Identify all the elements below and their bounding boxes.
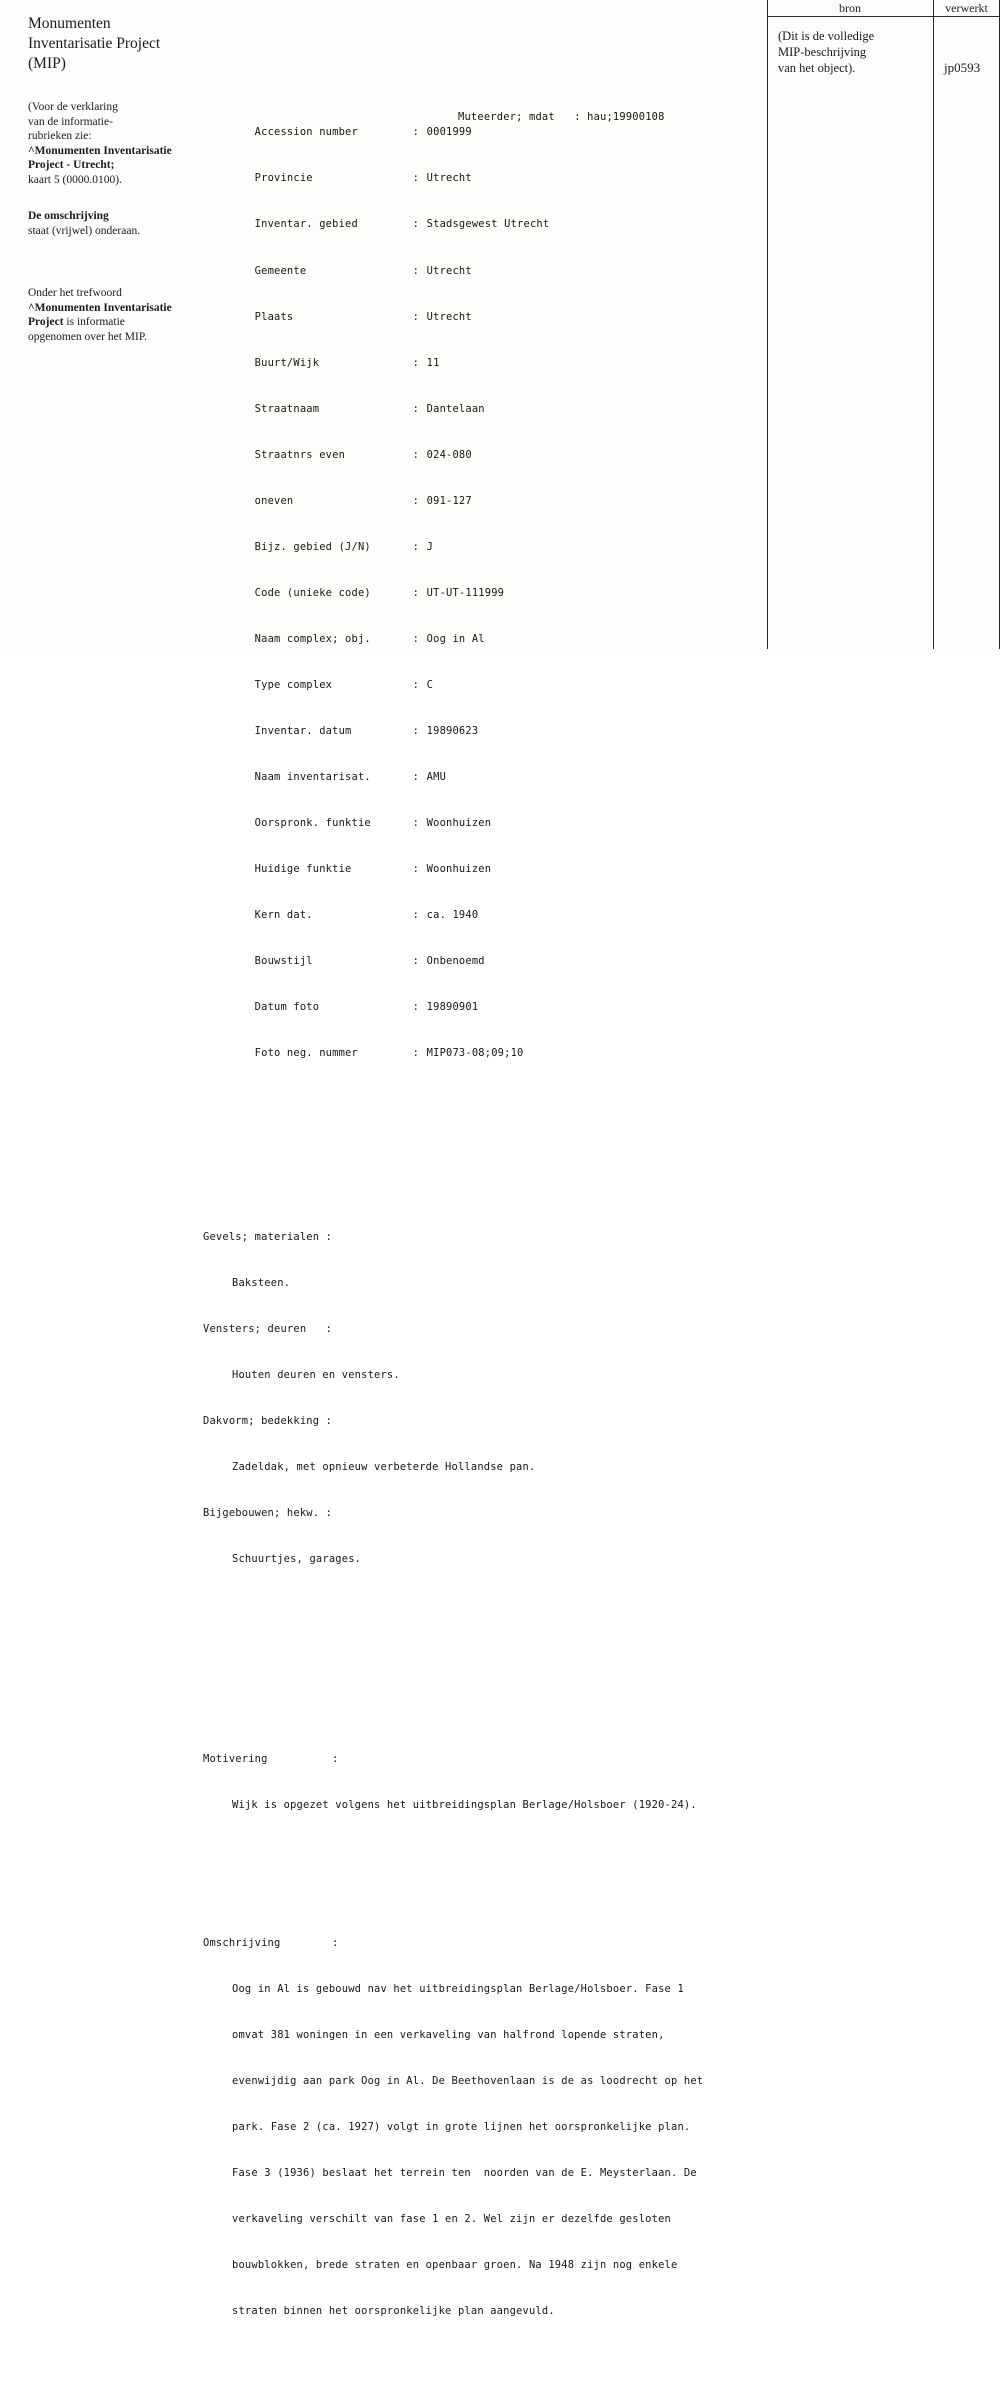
record-field-row bbox=[203, 801, 748, 829]
omschrijving-head: Omschrijving : bbox=[203, 1936, 339, 1949]
field-colon: : bbox=[412, 402, 420, 415]
omschrijving-line: Oog in Al is gebouwd nav het uitbreidingsplan Berlage/Holsboer. Fase 1 bbox=[232, 1983, 684, 1995]
descriptor-body: Houten deuren en vensters. bbox=[232, 1369, 400, 1382]
spacer bbox=[203, 1644, 748, 1659]
field-value: 0001999 bbox=[426, 126, 472, 139]
explanatory-note-3-bold1: ^Monumenten Inventarisatie bbox=[28, 301, 172, 314]
field-value: 19890623 bbox=[426, 724, 479, 737]
record-field-row bbox=[203, 340, 748, 369]
omschrijving-line: evenwijdig aan park Oog in Al. De Beethovenlaan is de as loodrecht op het bbox=[232, 2075, 704, 2088]
field-colon: : bbox=[412, 126, 420, 139]
descriptor-body: Zadeldak, met opnieuw verbeterde Hollandse pan. bbox=[232, 1461, 536, 1474]
field-colon: : bbox=[412, 494, 420, 507]
field-value: 091-127 bbox=[426, 494, 472, 507]
explanatory-note-2 bbox=[28, 209, 188, 238]
field-label: Foto neg. nummer bbox=[254, 1047, 358, 1060]
field-value: Utrecht bbox=[426, 172, 472, 185]
record-field-row bbox=[203, 985, 748, 1013]
record-field-row bbox=[203, 294, 748, 323]
explanatory-note-1-line4: kaart 5 (0000.0100). bbox=[28, 173, 122, 186]
spacer bbox=[203, 1123, 748, 1138]
bron-note-line2: MIP-beschrijving bbox=[778, 45, 867, 59]
field-colon: : bbox=[412, 586, 420, 599]
field-value: Stadsgewest Utrecht bbox=[426, 218, 550, 231]
explanatory-note-1-line2: van de informatie- bbox=[28, 115, 113, 128]
explanatory-note-3-line3: opgenomen over het MIP. bbox=[28, 330, 147, 343]
descriptor-head: Bijgebouwen; hekw. : bbox=[203, 1507, 333, 1520]
mip-record bbox=[203, 18, 748, 2396]
descriptor-head: Vensters; deuren : bbox=[203, 1323, 333, 1336]
field-colon: : bbox=[412, 540, 420, 553]
record-field-row bbox=[203, 847, 748, 875]
motivering-block bbox=[203, 1721, 748, 1844]
field-colon: : bbox=[412, 356, 420, 369]
table-divider-left bbox=[767, 0, 768, 649]
field-label: Oorspronk. funktie bbox=[254, 816, 371, 829]
field-colon: : bbox=[412, 310, 420, 323]
field-colon: : bbox=[412, 172, 420, 185]
motivering-body: Wijk is opgezet volgens het uitbreidingsplan Berlage/Holsboer (1920-24). bbox=[232, 1798, 697, 1811]
field-value: ca. 1940 bbox=[426, 908, 479, 921]
record-field-row bbox=[203, 893, 748, 921]
field-value: Utrecht bbox=[426, 310, 472, 323]
field-colon: : bbox=[412, 816, 420, 829]
field-value: 024-080 bbox=[426, 448, 472, 461]
descriptor-list bbox=[203, 1199, 748, 1598]
omschrijving-line: straten binnen het oorspronkelijke plan aangevuld. bbox=[232, 2305, 555, 2318]
field-value: AMU bbox=[426, 770, 447, 783]
explanatory-note-3-bold2: Project bbox=[28, 316, 64, 328]
record-field-row bbox=[203, 570, 748, 599]
field-value: MIP073-08;09;10 bbox=[426, 1047, 524, 1060]
field-label: Buurt/Wijk bbox=[254, 356, 320, 369]
record-field-row bbox=[203, 524, 748, 553]
explanatory-note-1-bold1: ^Monumenten Inventarisatie bbox=[28, 144, 172, 157]
record-field-row bbox=[203, 478, 748, 507]
record-field-row bbox=[203, 755, 748, 783]
table-divider-middle bbox=[933, 0, 934, 649]
explanatory-note-1 bbox=[28, 100, 188, 187]
field-label: Kern dat. bbox=[254, 908, 313, 921]
field-label: Accession number bbox=[254, 126, 358, 139]
record-field-row bbox=[203, 386, 748, 415]
bron-note-line3: van het object). bbox=[778, 61, 856, 75]
descriptor-head: Gevels; materialen : bbox=[203, 1231, 333, 1244]
omschrijving-line: verkaveling verschilt van fase 1 en 2. Wel zijn er dezelfde gesloten bbox=[232, 2213, 671, 2226]
bron-note bbox=[778, 28, 926, 76]
omschrijving-line: bouwblokken, brede straten en openbaar groen. Na 1948 zijn nog enkele bbox=[232, 2259, 678, 2272]
omschrijving-line: omvat 381 woningen in een verkaveling van halfrond lopende straten, bbox=[232, 2029, 665, 2042]
record-field-row bbox=[203, 432, 748, 461]
field-label: Huidige funktie bbox=[254, 862, 352, 875]
bron-note-line1: (Dit is de volledige bbox=[778, 29, 875, 43]
omschrijving-block bbox=[203, 1905, 748, 2350]
field-label: Straatnrs even bbox=[254, 448, 346, 461]
descriptor-body: Baksteen. bbox=[232, 1277, 291, 1290]
field-label: Type complex bbox=[254, 678, 333, 691]
field-label: Straatnaam bbox=[254, 402, 320, 415]
field-label: Provincie bbox=[254, 172, 313, 185]
field-label: Bouwstijl bbox=[254, 954, 313, 967]
record-field-row bbox=[203, 1031, 748, 1060]
omschrijving-line: park. Fase 2 (ca. 1927) volgt in grote lijnen het oorspronkelijke plan. bbox=[232, 2121, 691, 2134]
explanatory-note-3-line1: Onder het trefwoord bbox=[28, 287, 122, 299]
field-value: Utrecht bbox=[426, 264, 472, 277]
record-field-row bbox=[203, 616, 748, 645]
field-label: oneven bbox=[254, 494, 294, 507]
mutation-info: Muteerder; mdat : hau;19900108 bbox=[458, 111, 665, 124]
field-label: Naam complex; obj. bbox=[254, 632, 371, 645]
record-field-row bbox=[203, 110, 748, 139]
document-title: Monumenten Inventarisatie Project (MIP) bbox=[28, 15, 161, 72]
field-value: C bbox=[426, 678, 434, 691]
field-label: Plaats bbox=[254, 310, 294, 323]
field-label: Inventar. datum bbox=[254, 724, 352, 737]
field-colon: : bbox=[412, 908, 420, 921]
record-field-list bbox=[203, 79, 748, 1076]
field-value: Dantelaan bbox=[426, 402, 485, 415]
field-value: 19890901 bbox=[426, 1001, 479, 1013]
field-value: J bbox=[426, 540, 434, 553]
field-value: Woonhuizen bbox=[426, 816, 492, 829]
field-colon: : bbox=[412, 264, 420, 277]
explanatory-note-1-line3: rubrieken zie: bbox=[28, 130, 92, 142]
field-label: Code (unieke code) bbox=[254, 586, 371, 599]
verwerkt-value: jp0593 bbox=[944, 60, 981, 75]
motivering-head: Motivering : bbox=[203, 1752, 339, 1765]
field-value: Woonhuizen bbox=[426, 862, 492, 875]
field-colon: : bbox=[412, 1001, 420, 1013]
explanatory-note-1-line1: (Voor de verklaring bbox=[28, 101, 118, 113]
record-field-row bbox=[203, 202, 748, 231]
field-colon: : bbox=[412, 724, 420, 737]
field-colon: : bbox=[412, 1047, 420, 1060]
explanatory-note-3 bbox=[28, 286, 188, 344]
field-label: Inventar. gebied bbox=[254, 218, 358, 231]
field-colon: : bbox=[412, 678, 420, 691]
field-label: Gemeente bbox=[254, 264, 307, 277]
left-explanatory-column bbox=[28, 14, 188, 360]
field-colon: : bbox=[412, 218, 420, 231]
record-field-row bbox=[203, 662, 748, 691]
field-value: UT-UT-111999 bbox=[426, 586, 505, 599]
field-colon: : bbox=[412, 632, 420, 645]
explanatory-note-1-bold2: Project - Utrecht; bbox=[28, 159, 115, 171]
record-field-row bbox=[203, 156, 748, 185]
field-label: Naam inventarisat. bbox=[254, 770, 371, 783]
field-label: Datum foto bbox=[254, 1001, 320, 1013]
table-header-rule bbox=[767, 16, 1000, 17]
record-field-row bbox=[203, 248, 748, 277]
field-value: Onbenoemd bbox=[426, 954, 485, 967]
omschrijving-line: Fase 3 (1936) beslaat het terrein ten noorden van de E. Meysterlaan. De bbox=[232, 2167, 697, 2180]
column-header-verwerkt: verwerkt bbox=[945, 1, 988, 15]
field-colon: : bbox=[412, 954, 420, 967]
field-colon: : bbox=[412, 770, 420, 783]
column-header-bron: bron bbox=[839, 1, 861, 15]
field-value: 11 bbox=[426, 356, 440, 369]
field-colon: : bbox=[412, 448, 420, 461]
explanatory-note-3-line2: is informatie bbox=[66, 316, 125, 328]
field-label: Bijz. gebied (J/N) bbox=[254, 540, 371, 553]
explanatory-note-2-bold: De omschrijving bbox=[28, 210, 109, 222]
field-colon: : bbox=[412, 862, 420, 875]
descriptor-head: Dakvorm; bedekking : bbox=[203, 1415, 333, 1428]
descriptor-body: Schuurtjes, garages. bbox=[232, 1553, 362, 1566]
explanatory-note-2-line: staat (vrijwel) onderaan. bbox=[28, 224, 141, 237]
record-field-row bbox=[203, 708, 748, 737]
field-value: Oog in Al bbox=[426, 632, 485, 645]
record-field-row bbox=[203, 939, 748, 967]
